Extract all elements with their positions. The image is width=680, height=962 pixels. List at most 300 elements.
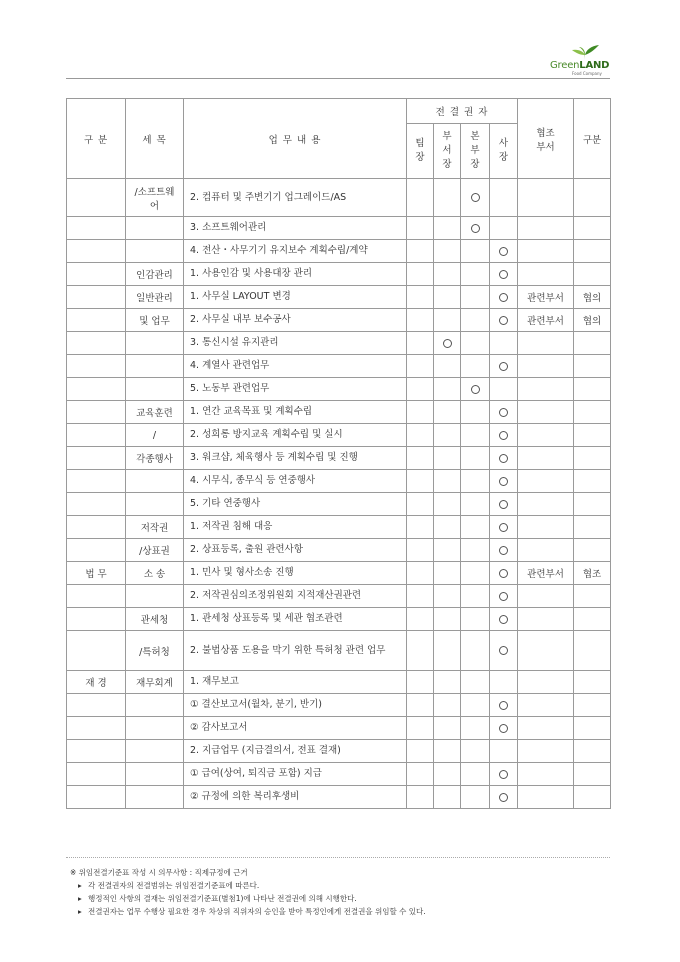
approval-cell-hq [461, 179, 490, 217]
row-coop-dept [518, 631, 574, 671]
notes-title: ※ 위임전결기준표 작성 시 의무사항 : 직제규정에 근거 [70, 868, 248, 877]
row-coop-dept [518, 447, 574, 470]
row-subcategory [126, 786, 184, 809]
row-category [67, 309, 126, 332]
row-subcategory [126, 470, 184, 493]
approval-circle-icon [499, 316, 508, 325]
row-task: 5. 기타 연중행사 [184, 493, 407, 516]
approval-cell-team [407, 539, 434, 562]
approval-cell-hq [461, 401, 490, 424]
approval-cell-dept [434, 717, 461, 740]
approval-cell-hq [461, 332, 490, 355]
approval-circle-icon [471, 385, 480, 394]
row-subcategory [126, 332, 184, 355]
header-coop-dept: 협조 부서 [518, 99, 574, 179]
row-task: ② 규정에 의한 복리후생비 [184, 786, 407, 809]
row-category: 재 경 [67, 671, 126, 694]
row-type [574, 717, 611, 740]
row-task: 3. 소프트웨어관리 [184, 217, 407, 240]
row-task: 2. 컴퓨터 및 주변기기 업그레이드/AS [184, 179, 407, 217]
approval-cell-ceo [490, 631, 518, 671]
row-category [67, 378, 126, 401]
approval-cell-hq [461, 217, 490, 240]
approval-cell-team [407, 608, 434, 631]
row-task: 4. 전산・사무기기 유지보수 계획수립/계약 [184, 240, 407, 263]
approval-cell-dept [434, 740, 461, 763]
approval-cell-team [407, 309, 434, 332]
row-subcategory: /상표권 [126, 539, 184, 562]
bullet-icon: ▸ [78, 881, 82, 890]
row-subcategory [126, 694, 184, 717]
approval-cell-ceo [490, 263, 518, 286]
row-category [67, 539, 126, 562]
row-type [574, 470, 611, 493]
table-row [67, 401, 611, 424]
approval-cell-dept [434, 263, 461, 286]
approval-cell-team [407, 671, 434, 694]
approval-cell-ceo [490, 286, 518, 309]
row-type [574, 786, 611, 809]
notes-section [66, 866, 610, 918]
table-row [67, 424, 611, 447]
brand-wordmark: GreenLAND [550, 60, 610, 71]
row-category [67, 763, 126, 786]
approval-cell-hq [461, 424, 490, 447]
row-task: 1. 저작권 침해 대응 [184, 516, 407, 539]
row-coop-dept [518, 470, 574, 493]
approval-cell-hq [461, 355, 490, 378]
approval-cell-ceo [490, 217, 518, 240]
table-row [67, 309, 611, 332]
row-coop-dept [518, 401, 574, 424]
row-coop-dept [518, 585, 574, 608]
row-type [574, 240, 611, 263]
table-row [67, 740, 611, 763]
approval-circle-icon [499, 477, 508, 486]
approval-cell-ceo [490, 516, 518, 539]
table-row [67, 786, 611, 809]
approval-circle-icon [499, 569, 508, 578]
approval-circle-icon [499, 646, 508, 655]
table-row [67, 332, 611, 355]
row-task: 2. 지급업무 (지급결의서, 전표 결재) [184, 740, 407, 763]
row-task: 2. 불법상품 도용을 막기 위한 특허청 관련 업무 [184, 631, 407, 671]
approval-cell-team [407, 717, 434, 740]
row-coop-dept [518, 493, 574, 516]
row-category [67, 217, 126, 240]
header-approver: 전 결 권 자 [407, 99, 518, 124]
row-task: 4. 시무식, 종무식 등 연중행사 [184, 470, 407, 493]
row-subcategory: 관세청 [126, 608, 184, 631]
row-task: ① 결산보고서(월차, 분기, 반기) [184, 694, 407, 717]
approval-cell-ceo [490, 179, 518, 217]
table-row [67, 355, 611, 378]
table-row [67, 562, 611, 585]
approval-circle-icon [471, 193, 480, 202]
row-subcategory: 소 송 [126, 562, 184, 585]
row-subcategory [126, 493, 184, 516]
approval-cell-dept [434, 309, 461, 332]
approval-cell-ceo [490, 424, 518, 447]
row-task: ② 감사보고서 [184, 717, 407, 740]
row-type [574, 401, 611, 424]
row-task: 1. 관세청 상표등록 및 세관 협조관련 [184, 608, 407, 631]
row-subcategory: 각종행사 [126, 447, 184, 470]
approval-cell-team [407, 694, 434, 717]
table-row [67, 447, 611, 470]
approval-cell-team [407, 585, 434, 608]
row-category [67, 240, 126, 263]
approval-cell-ceo [490, 309, 518, 332]
approval-circle-icon [499, 770, 508, 779]
header-dept-head: 부서장 [434, 124, 461, 179]
row-coop-dept: 관련부서 [518, 309, 574, 332]
approval-cell-ceo [490, 332, 518, 355]
row-subcategory: /소프트웨어 [126, 179, 184, 217]
approval-circle-icon [499, 293, 508, 302]
approval-cell-ceo [490, 401, 518, 424]
row-category [67, 631, 126, 671]
row-subcategory: 교육훈련 [126, 401, 184, 424]
approval-cell-hq [461, 631, 490, 671]
row-task: 1. 연간 교육목표 및 계획수립 [184, 401, 407, 424]
approval-cell-hq [461, 516, 490, 539]
row-subcategory [126, 378, 184, 401]
row-task: 1. 사무실 LAYOUT 변경 [184, 286, 407, 309]
row-type [574, 424, 611, 447]
approval-cell-team [407, 179, 434, 217]
row-coop-dept [518, 516, 574, 539]
approval-cell-hq [461, 470, 490, 493]
table-row [67, 516, 611, 539]
table-row [67, 470, 611, 493]
approval-cell-ceo [490, 717, 518, 740]
table-row [67, 217, 611, 240]
approval-cell-team [407, 516, 434, 539]
row-task: 1. 민사 및 형사소송 진행 [184, 562, 407, 585]
approval-circle-icon [499, 500, 508, 509]
brand-tagline: Food Company [572, 71, 602, 76]
header-subcategory: 세 목 [126, 99, 184, 179]
delegation-table [66, 98, 611, 809]
row-category [67, 263, 126, 286]
row-subcategory: 인감관리 [126, 263, 184, 286]
row-type [574, 263, 611, 286]
row-coop-dept [518, 240, 574, 263]
row-subcategory: 저작권 [126, 516, 184, 539]
row-task: 3. 워크샵, 체육행사 등 계획수립 및 진행 [184, 447, 407, 470]
row-type [574, 539, 611, 562]
row-coop-dept [518, 608, 574, 631]
approval-cell-dept [434, 539, 461, 562]
approval-cell-dept [434, 286, 461, 309]
approval-circle-icon [499, 408, 508, 417]
approval-cell-hq [461, 717, 490, 740]
table-row [67, 539, 611, 562]
row-type [574, 217, 611, 240]
approval-cell-ceo [490, 763, 518, 786]
approval-cell-ceo [490, 608, 518, 631]
row-task: ① 급여(상여, 퇴직금 포함) 지급 [184, 763, 407, 786]
row-task: 2. 사무실 내부 보수공사 [184, 309, 407, 332]
approval-cell-hq [461, 263, 490, 286]
row-subcategory [126, 717, 184, 740]
approval-circle-icon [499, 701, 508, 710]
approval-cell-dept [434, 470, 461, 493]
row-category: 법 무 [67, 562, 126, 585]
approval-cell-team [407, 332, 434, 355]
row-type: 협의 [574, 286, 611, 309]
approval-cell-hq [461, 493, 490, 516]
row-subcategory [126, 763, 184, 786]
row-type [574, 671, 611, 694]
row-coop-dept: 관련부서 [518, 286, 574, 309]
approval-cell-ceo [490, 240, 518, 263]
row-type [574, 631, 611, 671]
row-type [574, 447, 611, 470]
row-type [574, 608, 611, 631]
approval-cell-hq [461, 740, 490, 763]
row-category [67, 493, 126, 516]
row-type [574, 763, 611, 786]
row-category [67, 355, 126, 378]
approval-cell-ceo [490, 562, 518, 585]
table-row [67, 608, 611, 631]
approval-cell-dept [434, 585, 461, 608]
row-category [67, 401, 126, 424]
row-subcategory: 일반관리 [126, 286, 184, 309]
row-task: 3. 통신시설 유지관리 [184, 332, 407, 355]
row-category [67, 786, 126, 809]
approval-cell-team [407, 424, 434, 447]
row-type [574, 179, 611, 217]
row-category [67, 470, 126, 493]
row-subcategory [126, 240, 184, 263]
approval-cell-hq [461, 562, 490, 585]
header-ceo: 사장 [490, 124, 518, 179]
approval-circle-icon [499, 546, 508, 555]
row-subcategory: / [126, 424, 184, 447]
approval-cell-hq [461, 671, 490, 694]
approval-cell-dept [434, 608, 461, 631]
row-subcategory: 재무회계 [126, 671, 184, 694]
table-row [67, 671, 611, 694]
approval-cell-dept [434, 763, 461, 786]
row-category [67, 585, 126, 608]
approval-cell-team [407, 470, 434, 493]
approval-cell-hq [461, 786, 490, 809]
approval-cell-dept [434, 332, 461, 355]
approval-cell-dept [434, 786, 461, 809]
approval-circle-icon [499, 615, 508, 624]
row-task: 2. 성희롱 방지교육 계획수립 및 실시 [184, 424, 407, 447]
header-divider [66, 78, 610, 79]
approval-cell-hq [461, 608, 490, 631]
bullet-icon: ▸ [78, 907, 82, 916]
table-row [67, 717, 611, 740]
approval-cell-team [407, 401, 434, 424]
table-row [67, 240, 611, 263]
row-coop-dept [518, 539, 574, 562]
row-subcategory [126, 585, 184, 608]
row-category [67, 740, 126, 763]
table-row [67, 378, 611, 401]
approval-cell-hq [461, 585, 490, 608]
table-row [67, 585, 611, 608]
row-task: 2. 저작권심의조정위원회 지적재산권관련 [184, 585, 407, 608]
approval-cell-hq [461, 763, 490, 786]
row-coop-dept [518, 424, 574, 447]
approval-circle-icon [499, 247, 508, 256]
approval-cell-team [407, 763, 434, 786]
row-category [67, 447, 126, 470]
row-coop-dept [518, 786, 574, 809]
row-type [574, 493, 611, 516]
approval-circle-icon [499, 724, 508, 733]
approval-circle-icon [499, 793, 508, 802]
header-hq-head: 본부장 [461, 124, 490, 179]
approval-cell-hq [461, 240, 490, 263]
bullet-icon: ▸ [78, 894, 82, 903]
note-item: ▸ 각 전결권자의 전결범위는 위임전결기준표에 따른다. [78, 881, 260, 890]
table-row [67, 763, 611, 786]
row-coop-dept [518, 671, 574, 694]
approval-circle-icon [499, 592, 508, 601]
approval-cell-ceo [490, 585, 518, 608]
row-type [574, 585, 611, 608]
approval-cell-team [407, 631, 434, 671]
approval-cell-team [407, 286, 434, 309]
table-body [67, 179, 611, 809]
row-subcategory: 및 업무 [126, 309, 184, 332]
approval-cell-team [407, 786, 434, 809]
row-type [574, 516, 611, 539]
approval-cell-dept [434, 240, 461, 263]
approval-cell-team [407, 378, 434, 401]
approval-cell-hq [461, 286, 490, 309]
approval-cell-dept [434, 516, 461, 539]
greenland-logo [548, 44, 618, 76]
table-row [67, 694, 611, 717]
row-coop-dept [518, 332, 574, 355]
approval-cell-dept [434, 694, 461, 717]
row-category [67, 694, 126, 717]
row-coop-dept: 관련부서 [518, 562, 574, 585]
approval-cell-dept [434, 562, 461, 585]
row-coop-dept [518, 694, 574, 717]
row-coop-dept [518, 217, 574, 240]
approval-cell-ceo [490, 671, 518, 694]
approval-cell-team [407, 263, 434, 286]
row-type [574, 378, 611, 401]
table-row [67, 263, 611, 286]
row-task: 4. 계열사 관련업무 [184, 355, 407, 378]
header-team-lead: 팀장 [407, 124, 434, 179]
table-row [67, 493, 611, 516]
approval-circle-icon [499, 362, 508, 371]
approval-cell-dept [434, 217, 461, 240]
approval-circle-icon [499, 270, 508, 279]
approval-cell-team [407, 447, 434, 470]
approval-cell-ceo [490, 378, 518, 401]
row-subcategory [126, 740, 184, 763]
approval-cell-dept [434, 671, 461, 694]
row-coop-dept [518, 740, 574, 763]
row-type [574, 740, 611, 763]
row-category [67, 516, 126, 539]
approval-cell-dept [434, 355, 461, 378]
row-task: 5. 노동부 관련업무 [184, 378, 407, 401]
table-row [67, 286, 611, 309]
approval-circle-icon [443, 339, 452, 348]
approval-cell-hq [461, 694, 490, 717]
row-category [67, 424, 126, 447]
approval-cell-team [407, 562, 434, 585]
approval-cell-ceo [490, 694, 518, 717]
approval-cell-team [407, 217, 434, 240]
approval-cell-dept [434, 447, 461, 470]
approval-cell-team [407, 740, 434, 763]
approval-cell-dept [434, 424, 461, 447]
row-task: 1. 재무보고 [184, 671, 407, 694]
header-type: 구분 [574, 99, 611, 179]
approval-cell-dept [434, 378, 461, 401]
table-row [67, 179, 611, 217]
approval-cell-ceo [490, 447, 518, 470]
approval-cell-hq [461, 309, 490, 332]
approval-cell-hq [461, 378, 490, 401]
header-task: 업 무 내 용 [184, 99, 407, 179]
row-coop-dept [518, 717, 574, 740]
approval-cell-team [407, 355, 434, 378]
approval-cell-team [407, 493, 434, 516]
approval-cell-ceo [490, 740, 518, 763]
row-type [574, 332, 611, 355]
approval-cell-ceo [490, 539, 518, 562]
row-type [574, 694, 611, 717]
row-coop-dept [518, 179, 574, 217]
notes-divider [66, 857, 610, 858]
approval-circle-icon [499, 523, 508, 532]
row-subcategory [126, 355, 184, 378]
row-coop-dept [518, 263, 574, 286]
row-task: 2. 상표등록, 출원 관련사항 [184, 539, 407, 562]
row-coop-dept [518, 763, 574, 786]
approval-cell-dept [434, 401, 461, 424]
row-coop-dept [518, 378, 574, 401]
row-type: 협조 [574, 562, 611, 585]
note-item: ▸ 행정적인 사항의 결재는 위임전결기준표(별첨1)에 나타난 전결권에 의해 시행한다. [78, 894, 357, 903]
row-category [67, 179, 126, 217]
note-item: ▸ 전결권자는 업무 수행상 필요한 경우 차상위 직위자의 승인을 받아 특정인에게 전결권을 위임할 수 있다. [78, 907, 426, 916]
approval-cell-ceo [490, 355, 518, 378]
approval-cell-ceo [490, 493, 518, 516]
header-category: 구 분 [67, 99, 126, 179]
row-category [67, 332, 126, 355]
approval-cell-dept [434, 631, 461, 671]
approval-cell-ceo [490, 470, 518, 493]
row-coop-dept [518, 355, 574, 378]
row-subcategory [126, 217, 184, 240]
sprout-icon [570, 44, 600, 60]
row-type: 협의 [574, 309, 611, 332]
row-category [67, 717, 126, 740]
approval-cell-dept [434, 493, 461, 516]
approval-cell-hq [461, 447, 490, 470]
table-row [67, 631, 611, 671]
row-task: 1. 사용인감 및 사용대장 관리 [184, 263, 407, 286]
approval-circle-icon [471, 224, 480, 233]
